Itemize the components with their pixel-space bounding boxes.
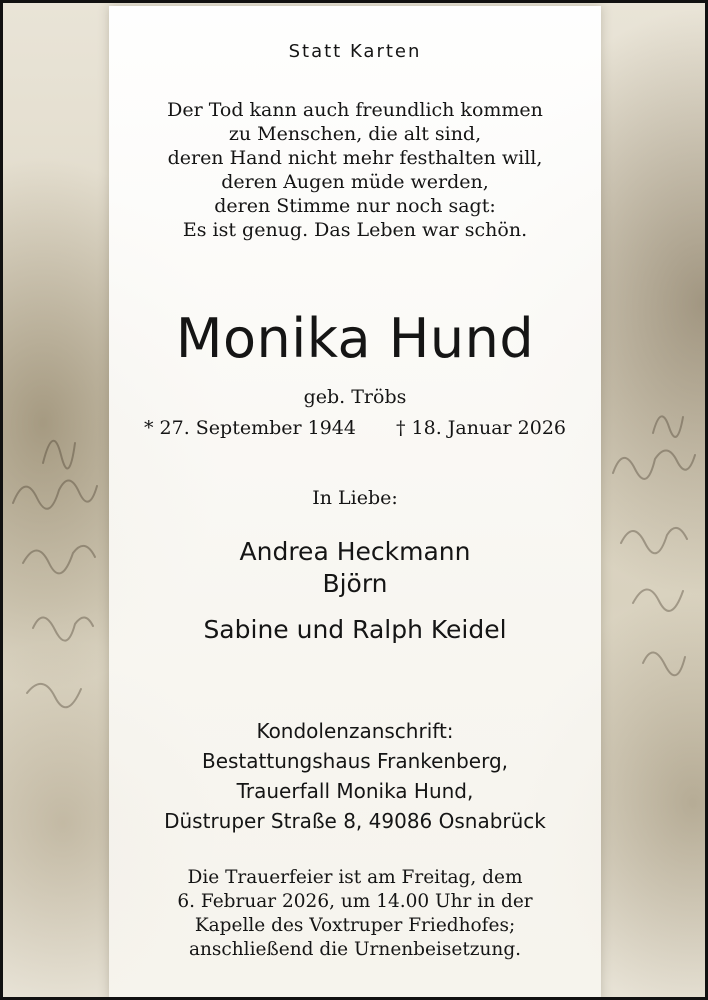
funeral-line: Kapelle des Voxtruper Friedhofes; bbox=[194, 915, 516, 936]
mourners-intro: In Liebe: bbox=[312, 487, 398, 509]
poem-line: deren Hand nicht mehr festhalten will, bbox=[167, 147, 543, 169]
address-line: Düstruper Straße 8, 49086 Osnabrück bbox=[164, 809, 546, 833]
funeral-line: anschließend die Urnenbeisetzung. bbox=[188, 939, 522, 960]
poem-line: Der Tod kann auch freundlich kommen bbox=[167, 99, 543, 121]
address-line: Bestattungshaus Frankenberg, bbox=[201, 749, 509, 773]
statt-karten-heading: Statt Karten bbox=[288, 41, 422, 62]
mourner-name: Andrea Heckmann bbox=[239, 537, 471, 566]
maiden-name: geb. Tröbs bbox=[303, 386, 407, 408]
birth-date: * 27. September 1944 bbox=[143, 417, 356, 439]
mourner-name: Björn bbox=[322, 569, 388, 598]
mourner-name: Sabine und Ralph Keidel bbox=[203, 615, 507, 644]
poem bbox=[109, 98, 601, 242]
condolence-label: Kondolenzanschrift: bbox=[256, 719, 454, 743]
funeral-line: Die Trauerfeier ist am Freitag, dem bbox=[187, 867, 523, 888]
text-panel bbox=[109, 6, 601, 1000]
life-dates bbox=[109, 414, 601, 442]
deceased-name: Monika Hund bbox=[175, 307, 535, 370]
address-line: Trauerfall Monika Hund, bbox=[236, 779, 474, 803]
condolence-address bbox=[109, 716, 601, 836]
poem-line: zu Menschen, die alt sind, bbox=[228, 123, 482, 145]
death-date: † 18. Januar 2026 bbox=[395, 417, 567, 439]
mourners-list bbox=[109, 536, 601, 646]
poem-line: Es ist genug. Das Leben war schön. bbox=[182, 219, 528, 241]
poem-line: deren Stimme nur noch sagt: bbox=[214, 195, 496, 217]
handwriting-decoration-left: ‍ bbox=[5, 473, 17, 527]
funeral-info bbox=[109, 866, 601, 962]
funeral-line: 6. Februar 2026, um 14.00 Uhr in der bbox=[177, 891, 533, 912]
poem-line: deren Augen müde werden, bbox=[221, 171, 489, 193]
